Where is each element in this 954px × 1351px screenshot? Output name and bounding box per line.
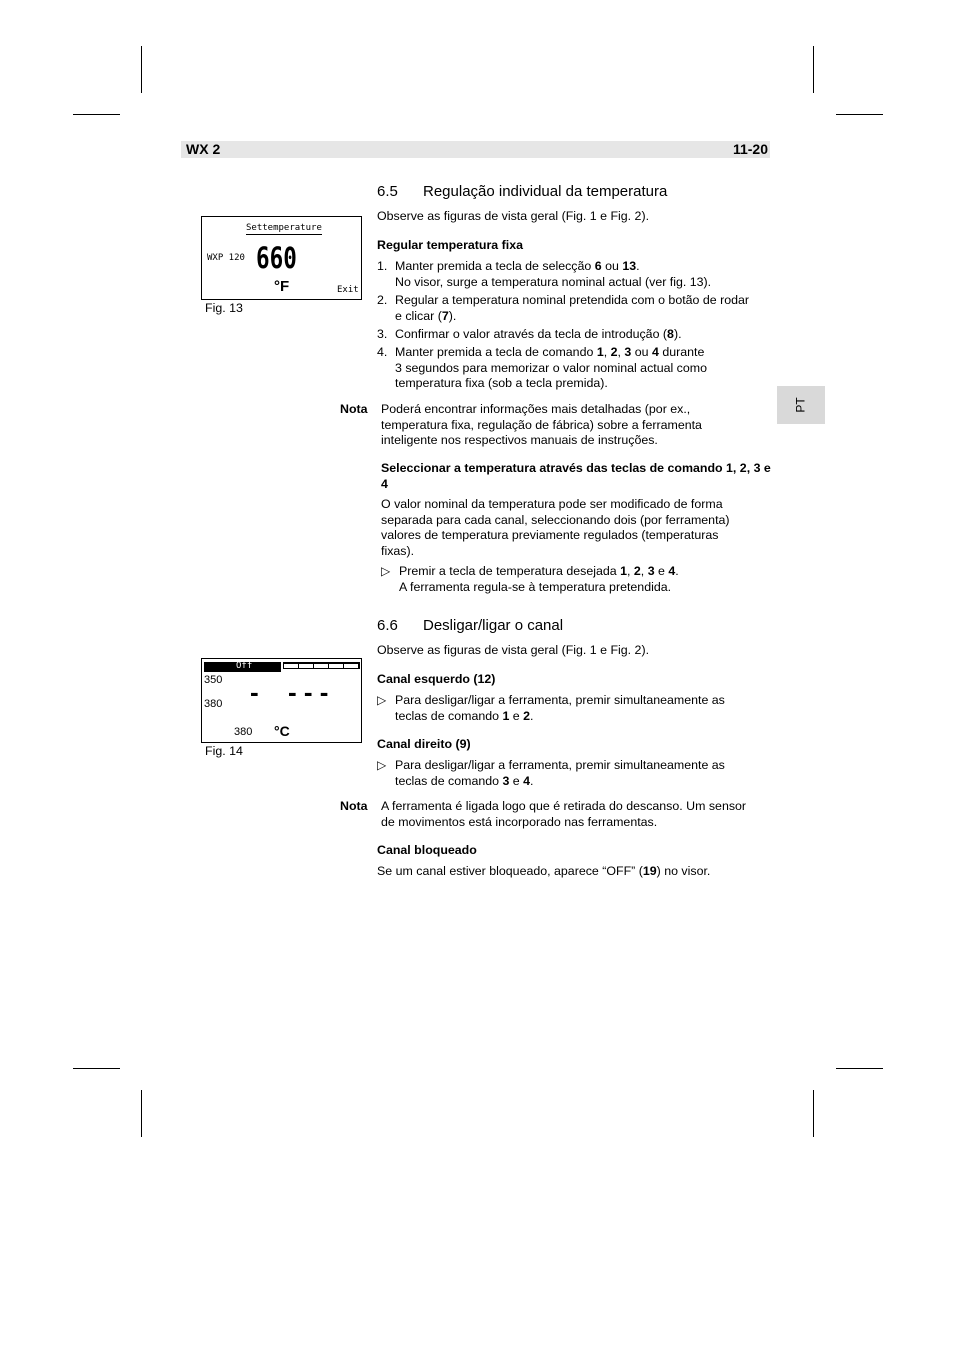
crop-mark [836, 1068, 883, 1069]
text: O valor nominal da temperatura pode ser modificado de forma [381, 497, 723, 511]
text: . [530, 773, 534, 788]
header-model: WX 2 [186, 141, 221, 157]
list-number: 4. [377, 345, 388, 359]
note-text [381, 402, 771, 449]
text: , [627, 564, 634, 578]
text: valores de temperatura previamente regulados (temperaturas [381, 528, 719, 542]
lcd-temperature-value: 660 [256, 241, 297, 275]
list-number: 3. [377, 327, 388, 341]
text: Poderá encontrar informações mais detalhadas (por ex., [381, 402, 691, 416]
text: Premir a tecla de temperatura desejada [399, 564, 621, 578]
section-intro: Observe as figuras de vista geral (Fig. 1 e Fig. 2). [377, 209, 650, 223]
text: Manter premida a tecla de selecção [395, 259, 595, 273]
lcd-off-bar [204, 662, 281, 672]
text: ou [601, 259, 623, 273]
key-number: 7 [441, 308, 449, 323]
section-number: 6.5 [377, 183, 398, 200]
figure-caption: Fig. 14 [205, 744, 243, 758]
list-number: 2. [377, 293, 388, 307]
text: 4 [381, 476, 388, 491]
text: teclas de comando [395, 708, 503, 723]
text: , [603, 345, 611, 359]
lcd-display-fig13 [201, 216, 362, 300]
text: . [636, 259, 640, 273]
text: teclas de comando [395, 773, 503, 788]
section-number: 6.6 [377, 617, 398, 634]
triangle-bullet-icon: ▷ [381, 564, 391, 578]
key-number: 3 [502, 773, 510, 788]
note-text [381, 799, 773, 830]
key-number: 19 [642, 864, 657, 878]
key-number: 8 [667, 327, 674, 341]
text: temperatura fixa, regulação de fábrica) sobre a ferramenta [381, 417, 702, 432]
text: temperatura fixa (sob a tecla premida). [395, 376, 608, 390]
text: Regular a temperatura nominal pretendida com o botão de rodar [395, 293, 750, 307]
key-number: 4 [668, 564, 676, 578]
lcd-off-label: Off [236, 661, 253, 671]
paragraph [377, 864, 710, 880]
lcd-title: Settemperature [246, 223, 322, 233]
key-number: 1 [596, 345, 604, 359]
text: . [530, 708, 534, 723]
text: ou [631, 345, 652, 359]
language-tab-label: PT [793, 397, 808, 413]
subheading-locked-channel: Canal bloqueado [377, 843, 477, 857]
text: Para desligar/ligar a ferramenta, premir simultaneamente as [395, 693, 725, 707]
lcd-unit: °C [274, 723, 290, 739]
text: e [509, 708, 524, 723]
text: e [654, 564, 669, 578]
key-number: 2 [523, 708, 531, 723]
subheading-left-channel: Canal esquerdo (12) [377, 672, 496, 686]
key-number: 3 [624, 345, 632, 359]
key-number: 2 [610, 345, 618, 359]
key-number: 4 [651, 345, 659, 359]
list-number: 1. [377, 259, 388, 273]
text: A ferramenta é ligada logo que é retirada do descanso. Um sensor [381, 799, 747, 813]
text: . [675, 564, 679, 578]
language-tab [777, 386, 825, 424]
crop-mark [141, 46, 142, 93]
text: , [640, 564, 648, 578]
crop-mark [141, 1090, 142, 1137]
text: Se um canal estiver bloqueado, aparece “OFF” ( [377, 864, 643, 878]
note-label: Nota [340, 799, 368, 813]
key-number: 4 [523, 773, 531, 788]
crop-mark [73, 114, 120, 115]
section-intro: Observe as figuras de vista geral (Fig. 1 e Fig. 2). [377, 643, 650, 657]
lcd-dash-right: - - - [288, 677, 329, 707]
text: ) no visor. [656, 864, 711, 878]
crop-mark [813, 1090, 814, 1137]
section-title: Regulação individual da temperatura [423, 183, 668, 200]
text: ). [673, 327, 682, 341]
lcd-dash-left: - [250, 677, 259, 707]
triangle-bullet-icon: ▷ [377, 693, 387, 707]
key-number: 1 [502, 708, 510, 723]
key-number: 3 [647, 564, 655, 578]
crop-mark [836, 114, 883, 115]
lcd-tool-name: WXP 120 [207, 253, 245, 263]
subheading-right-channel: Canal direito (9) [377, 737, 471, 751]
text: durante [658, 345, 705, 359]
key-number: 6 [594, 259, 602, 273]
text: A ferramenta regula-se à temperatura pretendida. [399, 579, 672, 594]
paragraph [381, 497, 771, 559]
text: Seleccionar a temperatura através das teclas de comando 1, 2, 3 e [381, 461, 771, 475]
subheading-fixed-temp: Regular temperatura fixa [377, 238, 523, 252]
crop-mark [813, 46, 814, 93]
triangle-bullet-icon: ▷ [377, 758, 387, 772]
text: e clicar ( [395, 308, 442, 323]
text: Confirmar o valor através da tecla de introdução ( [395, 327, 668, 341]
lcd-value: 380 [204, 698, 223, 710]
header-bar [181, 141, 770, 158]
text: inteligente nos respectivos manuais de instruções. [381, 433, 658, 447]
lcd-display-fig14 [201, 658, 362, 743]
lcd-value: 350 [204, 674, 223, 686]
key-number: 1 [620, 564, 627, 578]
text: e [509, 773, 524, 788]
text: Manter premida a tecla de comando [395, 345, 597, 359]
text: separada para cada canal, seleccionando dois (por ferramenta) [381, 512, 730, 527]
lcd-segment-bar [283, 662, 360, 669]
lcd-unit: °F [274, 278, 290, 295]
header-page-number: 11-20 [732, 141, 768, 157]
text: de movimentos está incorporado nas ferramentas. [381, 814, 658, 829]
text: fixas). [381, 543, 415, 558]
text: 3 segundos para memorizar o valor nominal actual como [395, 360, 707, 375]
note-label: Nota [340, 402, 368, 416]
subheading-select-temp [381, 461, 773, 492]
section-title: Desligar/ligar o canal [423, 617, 564, 634]
text: , [617, 345, 625, 359]
section-heading-6-5 [377, 183, 667, 201]
text: No visor, surge a temperatura nominal actual (ver fig. 13). [395, 274, 712, 289]
section-heading-6-6 [377, 617, 563, 635]
lcd-exit-label: Exit [337, 285, 359, 295]
key-number: 13 [622, 259, 637, 273]
text: ). [448, 308, 457, 323]
text: Para desligar/ligar a ferramenta, premir simultaneamente as [395, 758, 725, 772]
figure-caption: Fig. 13 [205, 301, 243, 315]
key-number: 2 [633, 564, 641, 578]
lcd-value: 380 [234, 726, 253, 738]
crop-mark [73, 1068, 120, 1069]
